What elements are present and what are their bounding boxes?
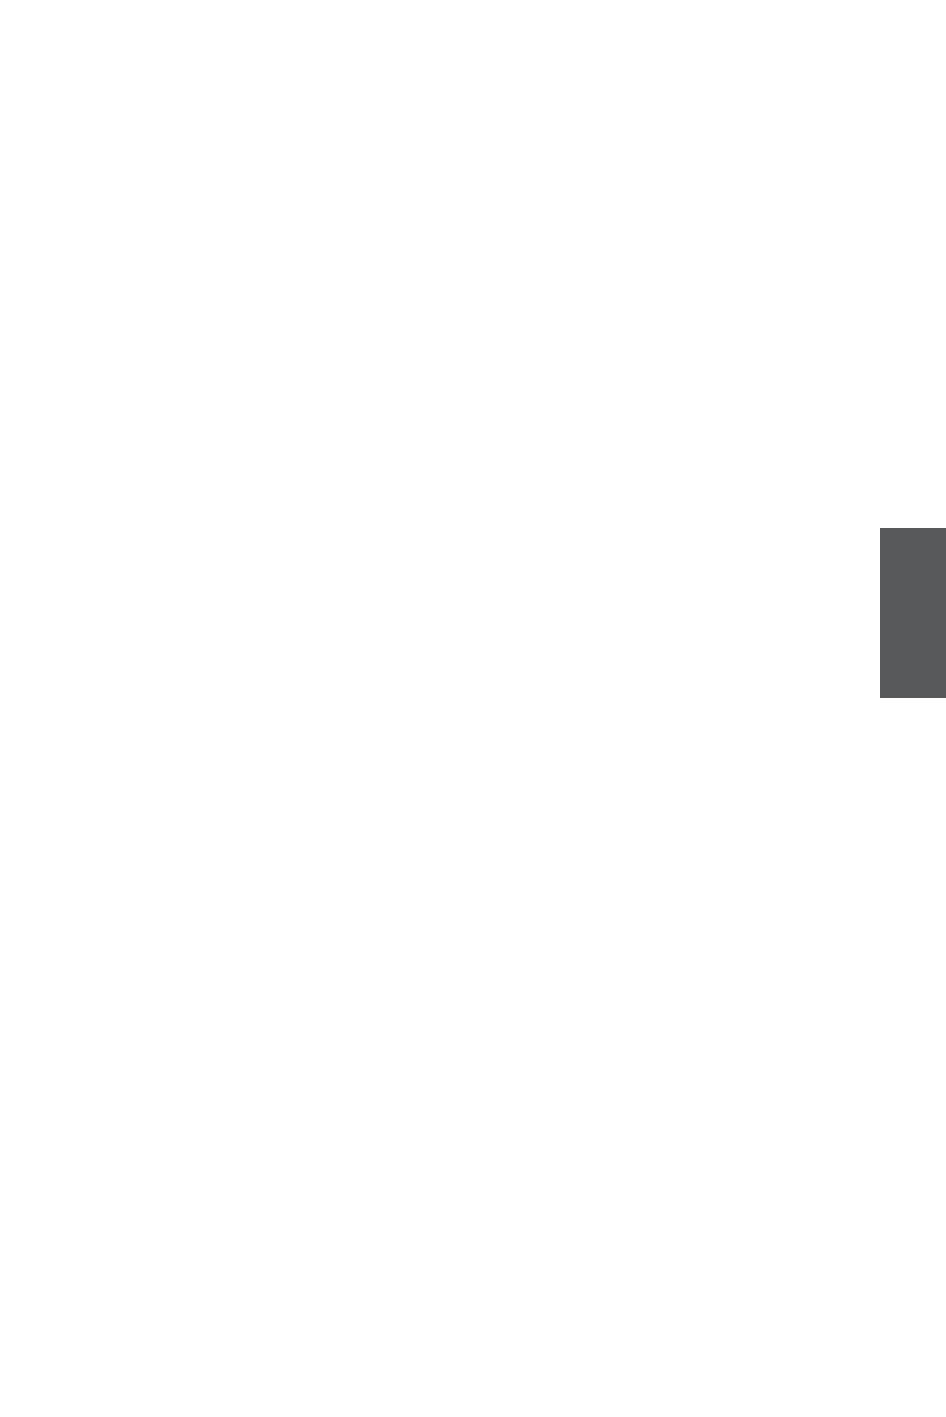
- juz-side-tab: [880, 528, 946, 698]
